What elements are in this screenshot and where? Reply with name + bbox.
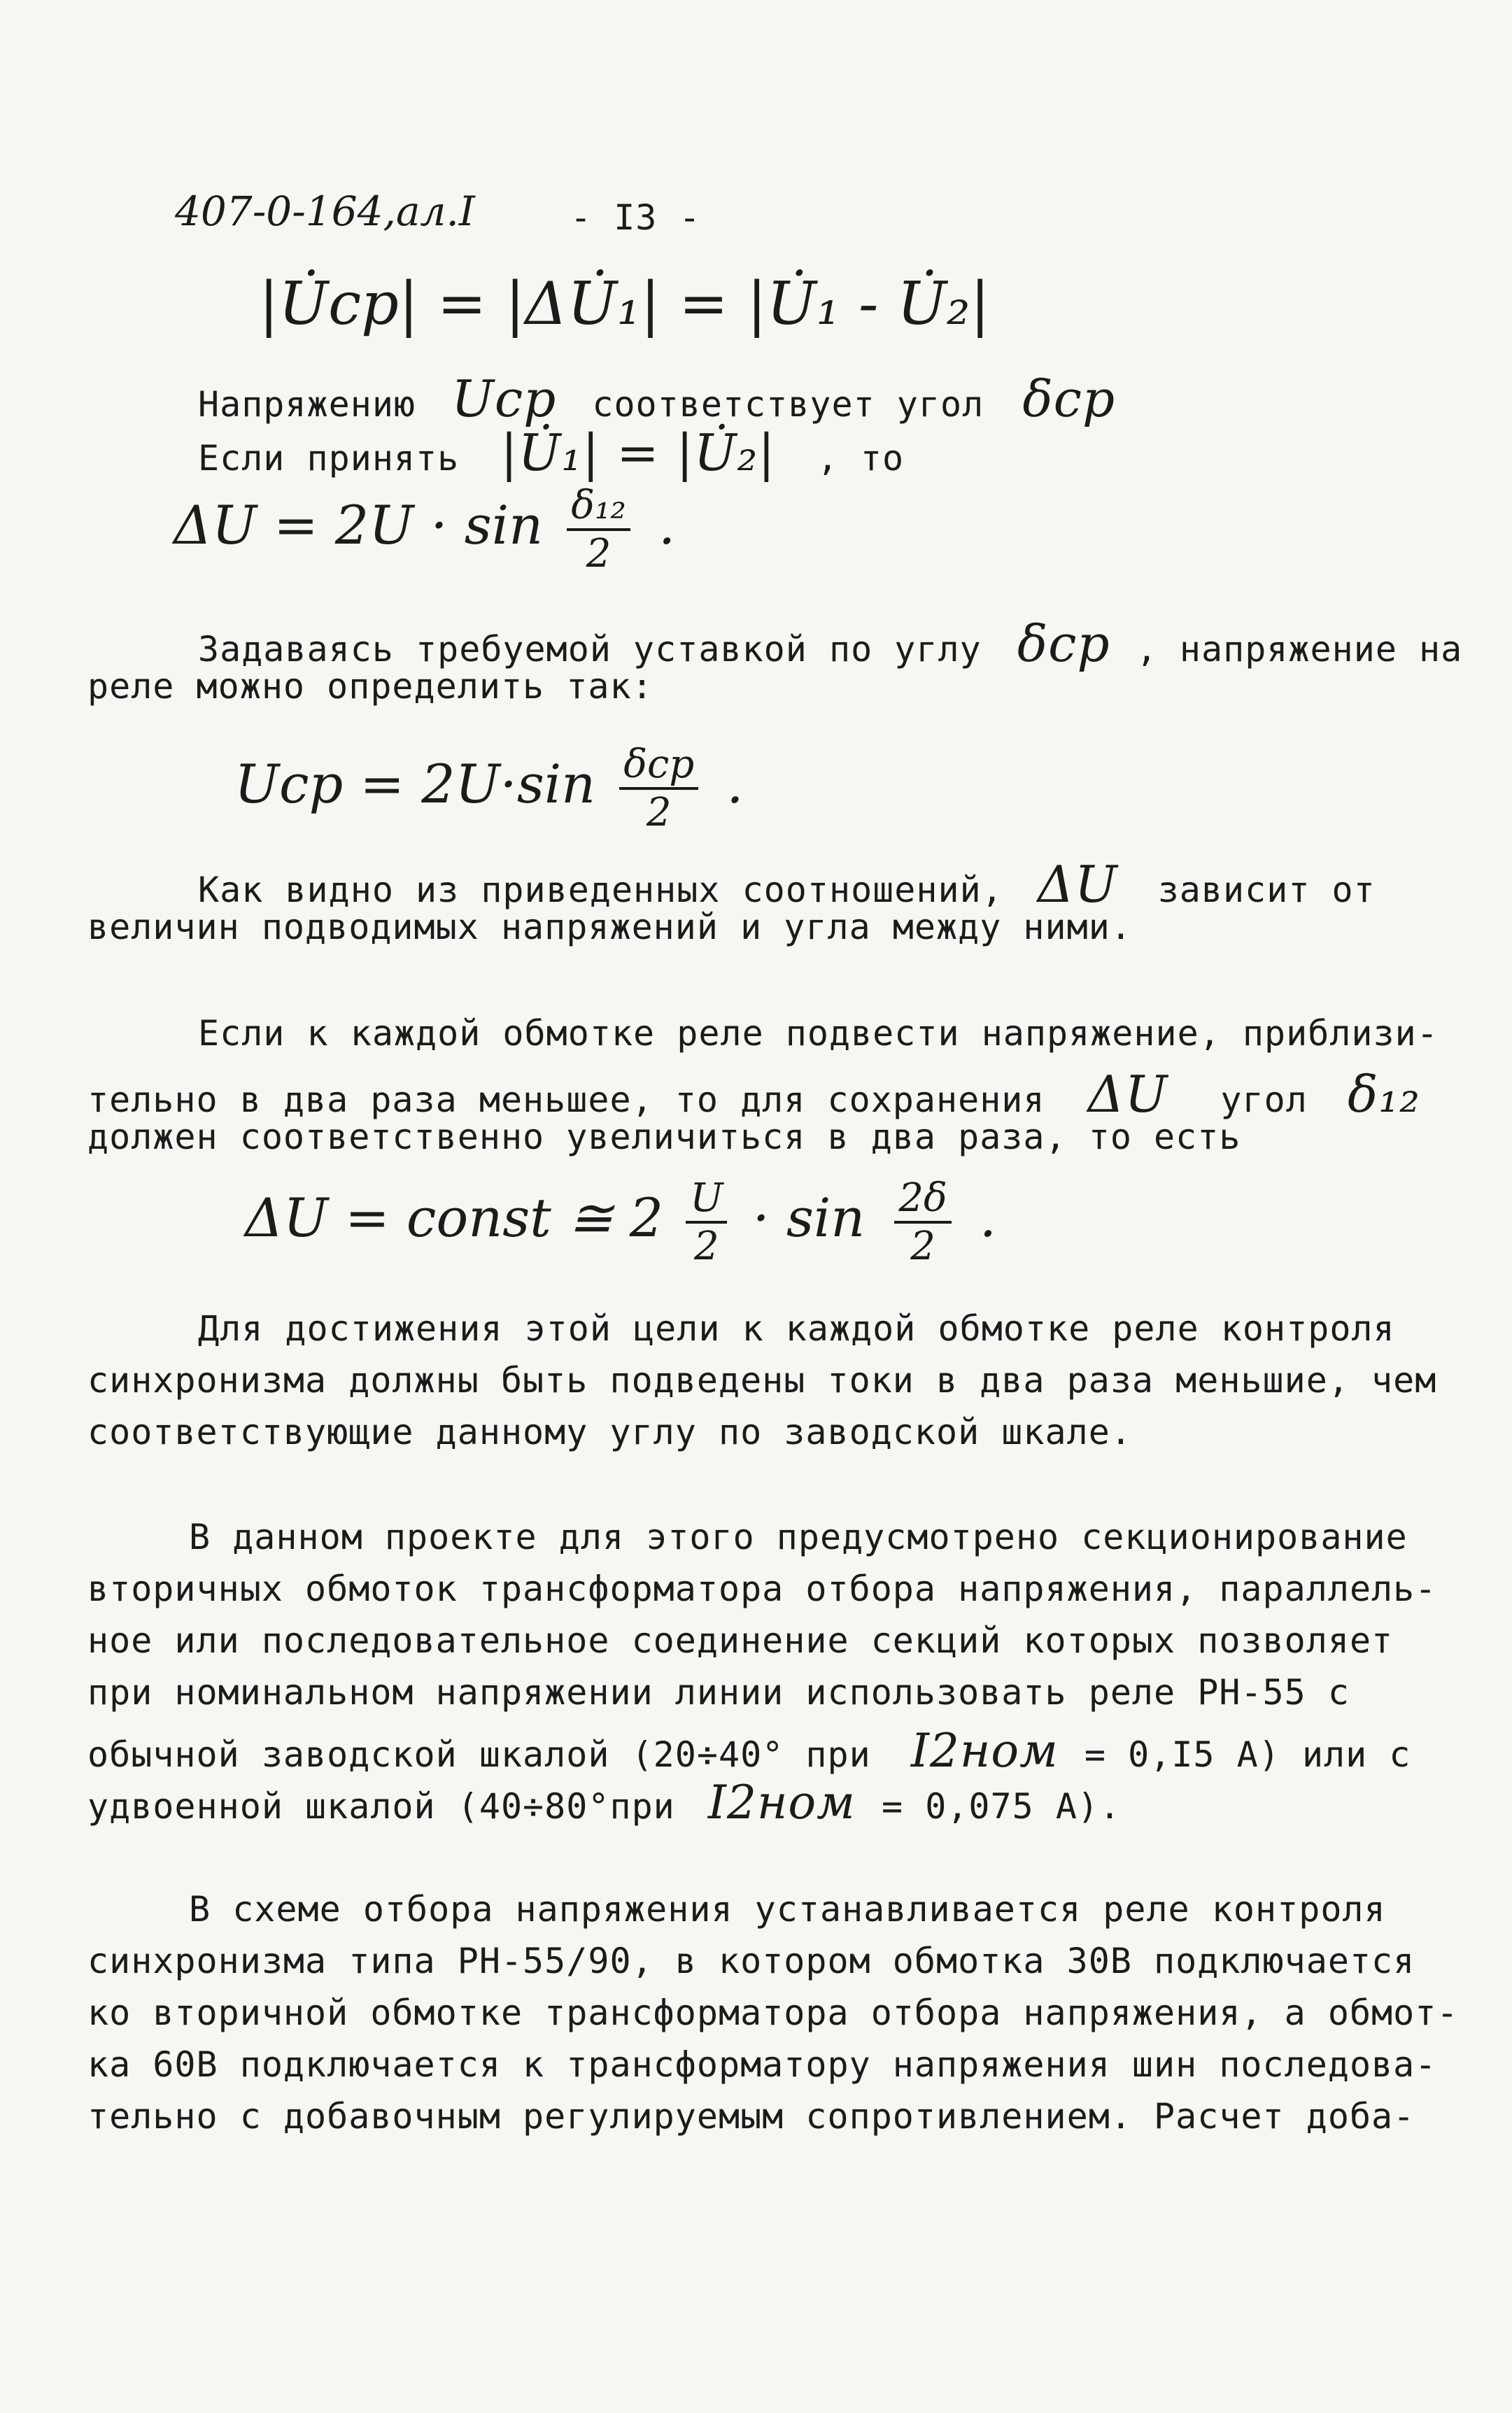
para1-line2 (198, 423, 904, 482)
formula-voltage-difference: |U̇ср| = |ΔU̇₁| = |U̇₁ - U̇₂| (259, 269, 990, 338)
formula-tail: . (726, 753, 744, 815)
fraction-denominator: 2 (694, 1224, 719, 1269)
para3-line2: величин подводимых напряжений и угла между ними. (87, 907, 1132, 947)
fraction (619, 742, 698, 835)
para5-line3: соответствующие данному углу по заводской шкале. (87, 1412, 1132, 1452)
document-reference: 407-0-164,ал.I (175, 187, 475, 235)
para5-line2: синхронизма должны быть подведены токи в два раза меньшие, чем (87, 1360, 1437, 1401)
text-span: Если принять (198, 438, 460, 479)
para4-line1: Если к каждой обмотке реле подвести напряжение, приблизи- (198, 1013, 1439, 1054)
symbol-delta-u: ΔU (1087, 1065, 1168, 1124)
fraction-numerator: U (686, 1175, 727, 1224)
symbol-i2nom: I2ном (910, 1724, 1059, 1778)
fraction-numerator: 2δ (894, 1175, 951, 1224)
symbol-equal-magnitudes: |U̇₁| = |U̇₂| (500, 423, 776, 482)
symbol-i2nom: I2ном (707, 1776, 856, 1830)
formula-tail: . (979, 1187, 997, 1249)
para7-line1: В схеме отбора напряжения устанавливается реле контроля (189, 1889, 1386, 1930)
symbol-ucp: Uср (451, 369, 557, 428)
fraction-2delta-over-2 (894, 1175, 951, 1269)
para4-line2 (87, 1065, 1420, 1124)
fraction-denominator: 2 (646, 790, 672, 835)
fraction-numerator: δср (619, 742, 698, 790)
text-span: Как видно из приведенных соотношений, (198, 870, 1003, 910)
fraction-denominator: 2 (910, 1224, 935, 1269)
formula-lhs: Uср = 2U·sin (234, 753, 596, 815)
para6-line3: ное или последовательное соединение секций которых позволяет (87, 1620, 1394, 1661)
para6-line4: при номинальном напряжении линии использовать реле РН-55 с (87, 1672, 1350, 1713)
para2-line2: реле можно определить так: (87, 666, 653, 707)
text-span: угол (1220, 1080, 1308, 1120)
fraction-denominator: 2 (586, 531, 612, 576)
fraction-numerator: δ₁₂ (567, 483, 630, 531)
formula-lhs: ΔU = const ≅ 2 (245, 1187, 664, 1249)
para6-line6 (87, 1776, 1121, 1830)
formula-constant (245, 1175, 996, 1269)
text-span: = 0,I5 А) или с (1084, 1734, 1411, 1775)
para6-line1: В данном проекте для этого предусмотрено секционирование (189, 1517, 1408, 1557)
formula-mid: · sin (752, 1187, 865, 1249)
para6-line2: вторичных обмоток трансформатора отбора напряжения, параллель- (87, 1569, 1437, 1609)
fraction (567, 483, 630, 576)
formula-tail: . (658, 494, 676, 556)
symbol-delta-cp: δср (1017, 614, 1110, 673)
text-span: зависит от (1157, 870, 1376, 910)
fraction-u-over-2 (686, 1175, 727, 1269)
page-number: - I3 - (570, 197, 701, 238)
text-span: тельно в два раза меньшее, то для сохранения (87, 1080, 1045, 1120)
para4-line3: должен соответственно увеличиться в два раза, то есть (87, 1117, 1241, 1157)
symbol-delta-12: δ₁₂ (1347, 1065, 1421, 1124)
text-span: удвоенной шкалой (40÷80°при (87, 1786, 675, 1827)
para6-line5 (87, 1724, 1411, 1778)
para7-line2: синхронизма типа РН-55/90, в котором обмотка 30В подключается (87, 1941, 1415, 1981)
text-span: , то (817, 438, 905, 479)
text-span: Задаваясь требуемой уставкой по углу (198, 629, 982, 670)
para7-line4: ка 60В подключается к трансформатору напряжения шин последова- (87, 2044, 1437, 2085)
para5-line1: Для достижения этой цели к каждой обмотке реле контроля (198, 1308, 1395, 1349)
para3-line1 (198, 855, 1376, 914)
text-span: соответствует угол (592, 384, 984, 425)
formula-ucp (234, 742, 744, 835)
formula-delta-u (174, 483, 675, 576)
text-span: , напряжение на (1136, 629, 1463, 670)
para2-line1 (198, 614, 1462, 673)
symbol-delta-u: ΔU (1037, 855, 1118, 914)
para7-line5: тельно с добавочным регулируемым сопротивлением. Расчет доба- (87, 2096, 1415, 2137)
formula-lhs: ΔU = 2U · sin (174, 494, 544, 556)
text-span: = 0,075 А). (882, 1786, 1122, 1827)
text-span: Напряжению (198, 384, 416, 425)
para7-line3: ко вторичной обмотке трансформатора отбора напряжения, а обмот- (87, 1993, 1459, 2033)
text-span: обычной заводской шкалой (20÷40° при (87, 1734, 871, 1775)
para1-line1 (198, 369, 1115, 428)
symbol-delta-cp: δср (1022, 369, 1116, 428)
